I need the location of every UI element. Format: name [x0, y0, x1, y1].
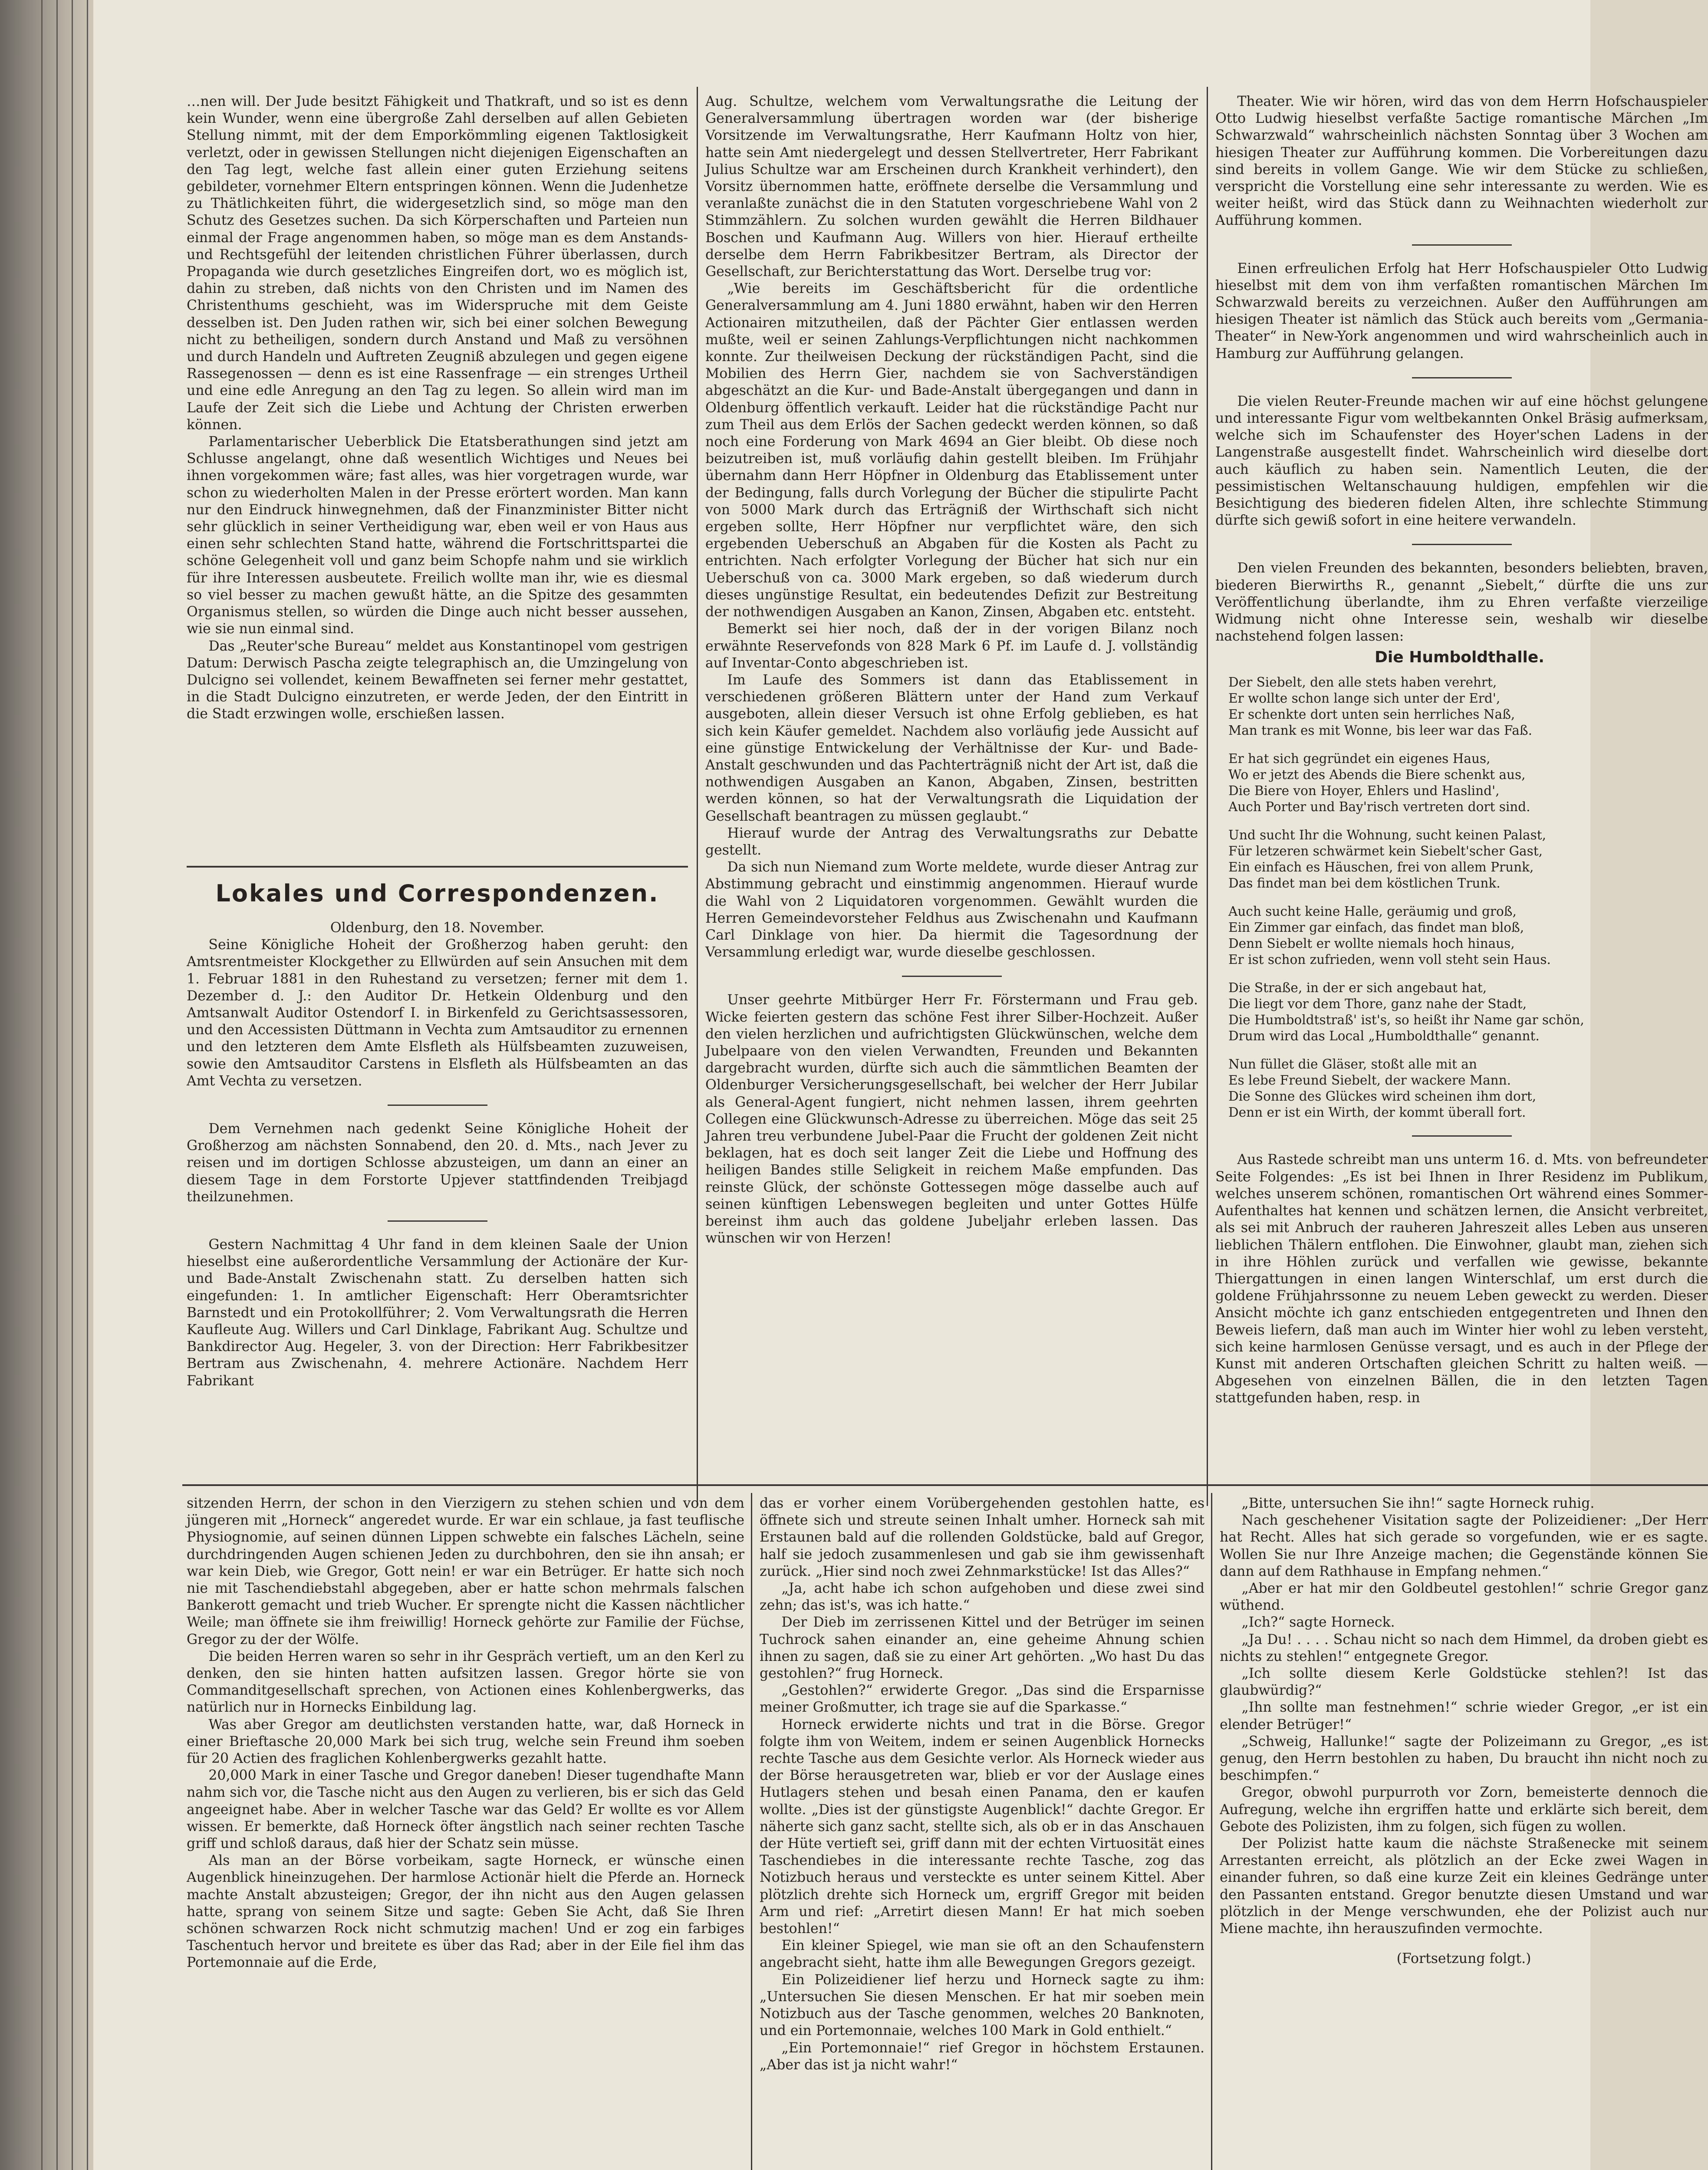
article-divider — [388, 1105, 487, 1106]
article-theater-success: Einen erfreulichen Erfolg hat Herr Hofschauspieler Otto Ludwig hieselbst mit dem von ihm verfaßten romantischen Märchen Im Schwarzwald bereits zu verzeichnen. Außer den Aufführungen am hiesigen Theater ist nämlich das Stück auch bereits vom „Germania-Theater“ in New-York angenommen und wird wahrscheinlich auch in Hamburg zur Aufführung gelangen. — [1215, 260, 1708, 362]
article-divider — [902, 976, 1002, 977]
article-spa-reserve: Bemerkt sei hier noch, daß der in der vorigen Bilanz noch erwähnte Reservefonds von 828 Mark 6 Pf. im Laufe d. J. vollständig auf Inventar-Conto abgeschrieben ist. — [705, 621, 1198, 671]
article-theater: Theater. Wie wir hören, wird das von dem Herrn Hofschauspieler Otto Ludwig hieselbst verfaßte 5actige romantische Märchen „Im Schwarzwald“ wahrscheinlich nächsten Sonntag über 3 Wochen am hiesigen Theater zur Aufführung kommen. Die Vorbereitungen dazu sind bereits in vollem Gange. Wie wir dem Stücke zu schließen, verspricht die Vorstellung eine sehr interessante zu werden. Wie es weiter heißt, wird das Stück dann zu Weihnachten wiederholt zur Aufführung kommen. — [1215, 94, 1708, 229]
feuilleton-divider — [182, 1484, 1708, 1486]
poem-line: Wo er jetzt des Abends die Biere schenkt aus, — [1228, 767, 1526, 783]
article-jewish-question: …nen will. Der Jude besitzt Fähigkeit und Thatkraft, und so ist es denn kein Wunder, wenn eine übergroße Zahl derselben auf allen Gebieten Stellung nimmt, mit der dem Emporkömmling eigenen Taktlosigkeit verletzt, oder in gewissen Stellungen nicht diejenigen Eigenschaften an den Tag legt, welche fast allein einer guten Erziehung seitens gebildeter, vornehmer Eltern entspringen können. Wenn die Judenhetze zu Thätlichkeiten führt, die widergesetzlich sind, so möge man den Schutz des Gesetzes suchen. Da sich Körperschaften und Parteien nun einmal der Frage angenommen haben, so möge man es dem Anstands- und Rechtsgefühl der leitenden christlichen Führer überlassen, durch Propaganda wie durch gesetzliches Eingreifen dort, wo es möglich ist, dahin zu streben, daß nichts von den Christen und im Namen des Christenthums geschieht, was im Widerspruche mit dem Geiste desselben ist. Den Juden rathen wir, sich bei einer solchen Bewegung nicht zu betheiligen, sondern durch Anstand und Maß zu versöhnen und durch Handeln und Auftreten Zeugniß abzulegen und gegen eigene Rassegenossen — denn es ist eine Rassenfrage — ein strenges Urtheil und eine edle Anregung an den Tag zu legen. So allein wird man im Laufe der Zeit sich die Liebe und Achtung der Christen erwerben können. — [187, 94, 688, 433]
poem-line: Die Humboldtstraß' ist's, so heißt ihr Name gar schön, — [1228, 1013, 1584, 1028]
poem-line: Denn er ist ein Wirth, der kommt überall fort. — [1228, 1105, 1526, 1120]
story-paragraph: „Bitte, untersuchen Sie ihn!“ sagte Horneck ruhig. — [1241, 1496, 1595, 1511]
book-spine — [0, 0, 93, 2170]
story-paragraph: „Ja, acht habe ich schon aufgehoben und diese zwei sind zehn; das ist's, was ich hatte.“ — [760, 1581, 1204, 1614]
poem-line: Er schenkte dort unten sein herrliches Naß, — [1228, 707, 1515, 722]
article-reuter-figure: Die vielen Reuter-Freunde machen wir auf eine höchst gelungene und interessante Figur vom weltbekannten Onkel Bräsig aufmerksam, welche sich im Schaufenster des Hoyer'schen Ladens in der Langenstraße ausgestellt findet. Wahrscheinlich wird dieselbe dort auch käuflich zu haben sein. Namentlich Leuten, die der pessimistischen Weltanschauung huldigen, empfehlen wir die Besichtigung des biederen fidelen Alten, ihre schlechte Stimmung dürfte sich gewiß sofort in eine heitere verwandeln. — [1215, 393, 1708, 529]
story-paragraph: Der Polizist hatte kaum die nächste Straßenecke mit seinem Arrestanten erreicht, als plötzlich an der Ecke zwei Wagen in einander fuhren, so daß eine kurze Zeit ein kleines Gedränge unter den Passanten entstand. Gregor benutzte diesen Umstand und war plötzlich in der Menge verschwunden, ehe der Polizist auch nur Miene machte, ihn herauszufinden vermochte. — [1220, 1836, 1708, 1937]
article-parliament-overview: Parlamentarischer Ueberblick Die Etatsberathungen sind jetzt am Schlusse angelangt, ohne daß wesentlich Wichtiges und Neues bei ihnen vorgekommen wäre; fast alles, was hier vorgetragen wurde, war schon zu wiederholten Malen in der Presse erörtert worden. Man kann nur den Eindruck hinwegnehmen, daß der Finanzminister Bitter nicht sehr glücklich in seiner Vertheidigung war, eben weil er von Haus aus einen sehr schlechten Stand hatte, während die Fortschrittspartei die schöne Gelegenheit voll und ganz beim Schopfe nahm und sie wirklich für ihre Interessen ausbeutete. Freilich wollte man ihr, wie es diesmal so viel besser zu machen gewußt hätte, an die Spitze des gesammten Organismus stellen, so würden die Dinge auch nicht besser aussehen, wie sie nun einmal sind. — [187, 434, 688, 637]
poem — [1228, 645, 1691, 1121]
poem-line: Drum wird das Local „Humboldthalle“ genannt. — [1228, 1029, 1540, 1044]
story-paragraph: Horneck erwiderte nichts und trat in die Börse. Gregor folgte ihm von Weitem, indem er seinen Augenblick Hornecks rechte Tasche aus dem Gesichte verlor. Als Horneck wieder aus der Börse herausgetreten war, blieb er vor der Auslage eines Hutlagers stehen und besah einen Panama, den er kaufen wollte. „Dies ist der günstigste Augenblick!“ dachte Gregor. Er näherte sich ganz sacht, stellte sich, als ob er in das Anschauen der Hüte vertieft sei, griff dann mit der echten Virtuosität eines Taschendiebes in die interessante rechte Tasche, zog das Notizbuch heraus und versteckte es unter seinem Kittel. Aber plötzlich drehte sich Horneck um, ergriff Gregor mit beiden Arm und rief: „Arretirt diesen Mann! Er hat mich soeben bestohlen!“ — [760, 1716, 1204, 1937]
story-paragraph: Der Dieb im zerrissenen Kittel und der Betrüger im seinen Tuchrock sahen einander an, eine geheime Ahnung schien ihnen zu sagen, daß sie zu einer Art gehörten. „Wo hast Du das gestohlen?“ frug Horneck. — [760, 1614, 1204, 1682]
section-divider — [187, 866, 688, 868]
article-spa-continued: Aug. Schultze, welchem vom Verwaltungsrathe die Leitung der Generalversammlung übertragen worden war (der bisherige Vorsitzende im Verwaltungsrathe, Herr Kaufmann Holtz von hier, hatte sein Amt niedergelegt und dessen Stellvertreter, Herr Fabrikant Julius Schultze war am Erscheinen durch Krankheit verhindert), den Vorsitz übernommen hatte, eröffnete derselbe die Versammlung und veranlaßte zunächst die in den Statuten vorgeschriebene Wahl von 2 Stimmzählern. Zu solchen wurden gewählt die Herren Bildhauer Boschen und Kaufmann Aug. Willers von hier. Hierauf ertheilte derselbe dem Herrn Fabrikbesitzer Bertram, als Director der Gesellschaft, zur Berichterstattung das Wort. Derselbe trug vor: — [705, 94, 1198, 280]
story-paragraph: 20,000 Mark in einer Tasche und Gregor daneben! Dieser tugendhafte Mann nahm sich vor, die Tasche nicht aus den Augen zu verlieren, bis er sich das Geld angeeignet habe. Aber in welcher Tasche war das Geld? Er wollte es vor Allem wissen. Er bemerkte, daß Horneck öfter ängstlich nach seiner rechten Tasche griff und schloß daraus, daß hier der Schatz sein müsse. — [187, 1768, 744, 1852]
column-spa-report — [705, 93, 1198, 1506]
story-paragraph: Die beiden Herren waren so sehr in ihr Gespräch vertieft, um an den Kerl zu denken, den sie hinten hatten aufsitzen lassen. Gregor hörte sie von Commanditgesellschaft sprechen, von Actionen eines Kohlenbergwerks, das natürlich nur in Hornecks Einbildung lag. — [187, 1648, 744, 1716]
article-divider — [1412, 1135, 1512, 1137]
article-spa-sale: Im Laufe des Sommers ist dann das Etablissement in verschiedenen größeren Blättern unter der Hand zum Verkauf ausgeboten, allein dieser Versuch ist ohne Erfolg geblieben, es hat sich kein Käufer gemeldet. Nachdem also vorläufig jede Aussicht auf eine günstige Entwickelung der Verhältnisse der Kur- und Bade-Anstalt geschwunden und das Pachterträgniß nicht der Art ist, daß die nothwendigen Ausgaben an Kanon, Abgaben, Zinsen, bestritten werden können, so hat der Verwaltungsrath die Liquidation der Gesellschaft beantragen zu müssen geglaubt.“ — [705, 672, 1198, 824]
column-theater — [1215, 93, 1708, 1506]
article-spa-debate: Hierauf wurde der Antrag des Verwaltungsraths zur Debatte gestellt. — [705, 825, 1198, 858]
poem-stanza — [1228, 1056, 1691, 1121]
article-rastede: Aus Rastede schreibt man uns unterm 16. d. Mts. von befreundeter Seite Folgendes: „Es ist bei Ihnen in Ihrer Residenz im Publikum, welches unserem schönen, romantischen Ort während eines Sommer-Aufenthaltes hat kennen und schätzen lernen, die Ansicht verbreitet, als sei mit Anbruch der rauheren Jahreszeit alles Leben aus unseren lieblichen Thälern entflohen. Die Einwohner, glaubt man, ziehen sich in ihre Höhlen zurück und verfallen wie gewisse, bekannte Thiergattungen in einen langen Winterschlaf, um erst durch die goldene Frühjahrssonne zu neuem Leben geweckt zu werden. Dieser Ansicht möchte ich ganz entschieden entgegentreten und Ihnen den Beweis liefern, daß man auch im Winter hier wohl zu leben versteht, sich keine harmlosen Genüsse versagt, und es auch in der Pflege der Kunst mit anderen Ortschaften gleichen Schritt zu halten weiß. — Abgesehen von einzelnen Bällen, die in den letzten Tagen stattgefunden haben, resp. in — [1215, 1152, 1708, 1406]
article-spa-meeting: Gestern Nachmittag 4 Uhr fand in dem kleinen Saale der Union hieselbst eine außerordentliche Versammlung der Actionäre der Kur- und Bade-Anstalt Zwischenahn statt. Zu derselben hatten sich eingefunden: 1. In amtlicher Eigenschaft: Herr Oberamtsrichter Barnstedt und ein Protokollführer; 2. Vom Verwaltungsrath die Herren Kaufleute Aug. Willers und Carl Dinklage, Fabrikant Aug. Schultze und Bankdirector Aug. Hegeler, 3. von der Direction: Herr Fabrikbesitzer Bertram aus Zwischenahn, 4. mehrere Actionäre. Nachdem Herr Fabrikant — [187, 1237, 688, 1389]
article-spa-report: „Wie bereits im Geschäftsbericht für die ordentliche Generalversammlung am 4. Juni 1880 erwähnt, haben wir den Herren Actionairen mitzutheilen, daß der Pächter Gier entlassen werden mußte, weil er seinen Zahlungs-Verpflichtungen nicht nachkommen konnte. Zur theilweisen Deckung der rückständigen Pacht, sind die Mobilien des Herrn Gier, nachdem sie von Sachverständigen abgeschätzt an die Kur- und Bade-Anstalt übergegangen und dann in Oldenburg öffentlich verkauft. Leider hat die rückständige Pacht nur zum Theil aus dem Erlös der Sachen gedeckt werden können, so daß noch eine Forderung von Mark 4694 an Gier bleibt. Ob diese noch beizutreiben ist, muß vorläufig dahin gestellt bleiben. Im Frühjahr übernahm dann Herr Höpfner in Oldenburg das Etablissement unter der Bedingung, falls durch Vorlegung der Bücher die stipulirte Pacht von 5000 Mark durch das Erträgniß der Wirthschaft sich nicht ergeben sollte, Herr Höpfner nur verpflichtet wäre, den sich ergebenden Ueberschuß an Abgaben für die Kosten als Pacht zu entrichten. Nach erfolgter Vorlegung der Bücher hat sich nur ein Ueberschuß von ca. 3000 Mark ergeben, so daß wiederum durch dieses ungünstige Resultat, ein bedeutendes Defizit zur Bestreitung der nothwendigen Ausgaben an Kanon, Zinsen, Abgaben etc. entsteht. — [705, 281, 1198, 620]
story-paragraph: Nach geschehener Visitation sagte der Polizeidiener: „Der Herr hat Recht. Alles hat sich gerade so vorgefunden, wie er es sagte. Wollen Sie nur Ihre Anzeige machen; die Gegenstände können Sie dann auf dem Rathhause in Empfang nehmen.“ — [1220, 1512, 1708, 1579]
poem-line: Die liegt vor dem Thore, ganz nahe der Stadt, — [1228, 996, 1527, 1012]
poem-line: Und sucht Ihr die Wohnung, sucht keinen Palast, — [1228, 828, 1547, 843]
story-paragraph: sitzenden Herrn, der schon in den Vierzigern zu stehen schien und von dem jüngeren mit „Horneck“ angeredet wurde. Er war ein schlaue, ja fast teuflische Physiognomie, auf seinen dünnen Lippen schwebte ein falsches Lächeln, seine durchdringenden Augen schienen Jeden zu durchbohren, den sie ihn ansah; er war kein Dieb, wie Gregor, Gott nein! er war ein Betrüger. Er hatte sich noch nie mit Taschendiebstahl abgegeben, aber er hatte schon mehrmals falschen Bankerott gemacht und trieb Wucher. Er sprengte nicht die Kassen nächtlicher Weile; man öffnete sie ihm freiwillig! Horneck gehörte zur Familie der Füchse, Gregor zu der der Wölfe. — [187, 1496, 744, 1647]
poem-stanza — [1228, 827, 1691, 891]
article-divider — [1412, 244, 1512, 246]
article-divider — [1412, 544, 1512, 545]
poem-line: Das findet man bei dem köstlichen Trunk. — [1228, 876, 1501, 891]
feuilleton-column-2 — [760, 1495, 1204, 2170]
article-appointments: Seine Königliche Hoheit der Großherzog haben geruht: den Amtsrentmeister Klockgether zu Ellwürden auf sein Ansuchen mit dem 1. Februar 1881 in den Ruhestand zu versetzen; ferner mit dem 1. Dezember d. J.: den Auditor Dr. Hetkein Oldenburg und den Amtsanwalt Auditor Ostendorf I. in Birkenfeld zu Gerichtsassessoren, und den Accessisten Düttmann in Vechta zum Amtsauditor zu ernennen und den letzteren dem Amte Elsfleth als Hülfsbeamten zuzuweisen, sowie den Amtsauditor Carstens in Elsfleth als Hülfsbeamten an das Amt Vechta zu versetzen. — [187, 937, 688, 1089]
article-grand-duke-jever: Dem Vernehmen nach gedenkt Seine Königliche Hoheit der Großherzog am nächsten Sonnabend, den 20. d. Mts., nach Jever zu reisen und im dortigen Schlosse abzusteigen, um dann an einer an diesem Tage in dem Forstorte Upjever stattfindenden Treibjagd theilzunehmen. — [187, 1121, 688, 1205]
story-paragraph: „Ich sollte diesem Kerle Goldstücke stehlen?! Ist das glaubwürdig?“ — [1220, 1666, 1708, 1699]
poem-line: Für letzeren schwärmet kein Siebelt'scher Gast, — [1228, 844, 1543, 859]
feuilleton-column-1 — [187, 1495, 744, 2170]
poem-line: Der Siebelt, den alle stets haben verehrt, — [1228, 675, 1497, 690]
column-rule — [1211, 1493, 1212, 2170]
dateline: Oldenburg, den 18. November. — [330, 920, 545, 936]
story-paragraph: Als man an der Börse vorbeikam, sagte Horneck, er wünsche einen Augenblick hineinzugehen. Der harmlose Actionär hielt die Pferde an. Horneck machte Anstalt abzusteigen; Gregor, der ihn nicht aus den Augen gelassen hatte, sprang von seinem Sitze und sagte: Geben Sie Acht, daß Sie Ihren schönen schwarzen Rock nicht schmutzig machen! Und er zog ein farbiges Taschentuch hervor und breitete es über das Rad; aber in der Eile fiel ihm das Portemonnaie auf die Erde, — [187, 1853, 744, 1971]
story-paragraph: „Ein Portemonnaie!“ rief Gregor in höchstem Erstaunen. „Aber das ist ja nicht wahr!“ — [760, 2040, 1204, 2073]
poem-line: Ein Zimmer gar einfach, das findet man bloß, — [1228, 920, 1524, 935]
poem-stanza — [1228, 980, 1691, 1044]
poem-line: Auch Porter und Bay'risch vertreten dort sind. — [1228, 799, 1530, 815]
column-rule — [1207, 87, 1208, 1506]
newspaper-page — [93, 0, 1708, 2170]
poem-line: Es lebe Freund Siebelt, der wackere Mann. — [1228, 1073, 1511, 1088]
poem-line: Ein einfach es Häuschen, frei von allem Prunk, — [1228, 860, 1534, 875]
poem-line: Auch sucht keine Halle, geräumig und groß, — [1228, 904, 1517, 919]
column-rule — [697, 87, 698, 1506]
article-spa-vote: Da sich nun Niemand zum Worte meldete, wurde dieser Antrag zur Abstimmung gebracht und einstimmig angenommen. Hierauf wurde die Wahl von 2 Liquidatoren vorgenommen. Gewählt wurden die Herren Gemeindevorsteher Feldhus aus Zwischenahn und Kaufmann Carl Dinklage von hier. Da hiermit die Tagesordnung der Versammlung erledigt war, wurde dieselbe geschlossen. — [705, 859, 1198, 960]
poem-title: Die Humboldthalle. — [1375, 648, 1544, 667]
poem-stanza — [1228, 674, 1691, 739]
story-paragraph: Gregor, obwohl purpurroth vor Zorn, bemeisterte dennoch die Aufregung, welche ihn ergriffen hatte und erklärte sich bereit, dem Gebote des Polizisten, ihm zu folgen, sich fügen zu wollen. — [1220, 1785, 1708, 1835]
poem-line: Die Biere von Hoyer, Ehlers und Haslind', — [1228, 783, 1500, 799]
story-paragraph: „Ja Du! . . . . Schau nicht so nach dem Himmel, da droben giebt es nichts zu stehlen!“ entgegnete Gregor. — [1220, 1631, 1708, 1664]
column-politics — [187, 93, 688, 857]
poem-line: Er ist schon zufrieden, wenn voll steht sein Haus. — [1228, 952, 1551, 967]
story-paragraph: Was aber Gregor am deutlichsten verstanden hatte, war, daß Horneck in einer Brieftasche 20,000 Mark bei sich trug, welche sein Freund ihm soeben für 20 Actien des fraglichen Kohlenbergwerks gezahlt hatte. — [187, 1716, 744, 1767]
continued-note: (Fortsetzung folgt.) — [1396, 1951, 1531, 1967]
poem-stanza — [1228, 904, 1691, 968]
article-constantinople: Das „Reuter'sche Bureau“ meldet aus Konstantinopel vom gestrigen Datum: Derwisch Pascha zeigte telegraphisch an, die Umzingelung von Dulcigno sei vollendet, keinem Bewaffneten sei ferner mehr gestattet, in die Stadt Dulcigno einzutreten, er werde Jeden, der den Eintritt in die Stadt erzwingen wolle, erschießen lassen. — [187, 638, 688, 722]
poem-line: Die Sonne des Glückes wird scheinen ihm dort, — [1228, 1089, 1537, 1104]
poem-line: Man trank es mit Wonne, bis leer war das Faß. — [1228, 723, 1532, 738]
column-rule — [751, 1493, 752, 2170]
story-paragraph: „Gestohlen?“ erwiderte Gregor. „Das sind die Ersparnisse meiner Großmutter, ich trage sie auf die Sparkasse.“ — [760, 1683, 1204, 1716]
poem-line: Er hat sich gegründet ein eigenes Haus, — [1228, 751, 1491, 766]
poem-line: Nun füllet die Gläser, stoßt alle mit an — [1228, 1057, 1477, 1072]
article-siebelt-intro: Den vielen Freunden des bekannten, besonders beliebten, braven, biederen Bierwirths R., genannt „Siebelt,“ dürfte die uns zur Veröffentlichung überlandte, ihm zu Ehren verfaßte vierzeilige Widmung nicht ohne Interesse sein, weshalb wir dieselbe nachstehend folgen lassen: — [1215, 560, 1708, 644]
poem-line: Er wollte schon lange sich unter der Erd', — [1228, 691, 1501, 706]
poem-line: Die Straße, in der er sich angebaut hat, — [1228, 980, 1487, 996]
poem-stanza — [1228, 751, 1691, 815]
story-paragraph: „Ich?“ sagte Horneck. — [1241, 1614, 1395, 1631]
article-silver-wedding: Unser geehrte Mitbürger Herr Fr. Förstermann und Frau geb. Wicke feierten gestern das schöne Fest ihrer Silber-Hochzeit. Außer den vielen herzlichen und aufrichtigsten Glückwünschen, welche dem Jubelpaare von den vielen Verwandten, Freunden und Bekannten dargebracht wurden, dürfte sich auch die sämmtlichen Beamten der Oldenburger Versicherungsgesellschaft, bei welcher der Herr Jubilar als General-Agent fungiert, nicht nehmen lassen, ihrem geehrten Collegen eine Glückwunsch-Adresse zu überreichen. Möge das seit 25 Jahren treu verbundene Jubel-Paar die Frucht der goldenen Zeit nicht beklagen, hat es doch seit langer Zeit die Liebe und Hoffnung des heiligen Bandes stille Seligkeit in reichem Maße empfunden. Das reinste Glück, der schönste Gottessegen möge dasselbe auch auf seinen künftigen Lebenswegen begleiten und unter Gottes Hülfe bereinst ihm auch das goldene Jubeljahr erleben lassen. Das wünschen wir von Herzen! — [705, 992, 1198, 1246]
story-paragraph: „Schweig, Hallunke!“ sagte der Polizeimann zu Gregor, „es ist genug, den Herrn bestohlen zu haben, Du braucht ihn nicht noch zu beschimpfen.“ — [1220, 1733, 1708, 1784]
story-paragraph: Ein Polizeidiener lief herzu und Horneck sagte zu ihm: „Untersuchen Sie diesen Menschen. Er hat mir soeben mein Notizbuch aus der Tasche genommen, welches 20 Banknoten, und ein Portemonnaie, welches 100 Mark in Gold enthielt.“ — [760, 1972, 1204, 2039]
story-paragraph: „Ihn sollte man festnehmen!“ schrie wieder Gregor, „er ist ein elender Betrüger!“ — [1220, 1700, 1708, 1733]
feuilleton-column-3 — [1220, 1495, 1708, 2170]
article-divider — [1412, 377, 1512, 378]
article-divider — [388, 1220, 487, 1222]
poem-line: Denn Siebelt er wollte niemals hoch hinaus, — [1228, 936, 1515, 951]
story-paragraph: „Aber er hat mir den Goldbeutel gestohlen!“ schrie Gregor ganz wüthend. — [1220, 1581, 1708, 1614]
story-paragraph: Ein kleiner Spiegel, wie man sie oft an den Schaufenstern angebracht sieht, hatte ihm alle Bewegungen Gregors gezeigt. — [760, 1938, 1204, 1971]
column-local-news — [187, 875, 688, 1506]
section-heading-local: Lokales und Correspondenzen. — [215, 880, 659, 907]
story-paragraph: das er vorher einem Vorübergehenden gestohlen hatte, es öffnete sich und streute seinen Inhalt umher. Horneck sah mit Erstaunen bald auf die rollenden Goldstücke, bald auf Gregor, half sie jedoch zusammenlesen und gab sie ihm gewissenhaft zurück. „Hier sind noch zwei Zehnmarkstücke! Ist das Alles?“ — [760, 1496, 1204, 1579]
